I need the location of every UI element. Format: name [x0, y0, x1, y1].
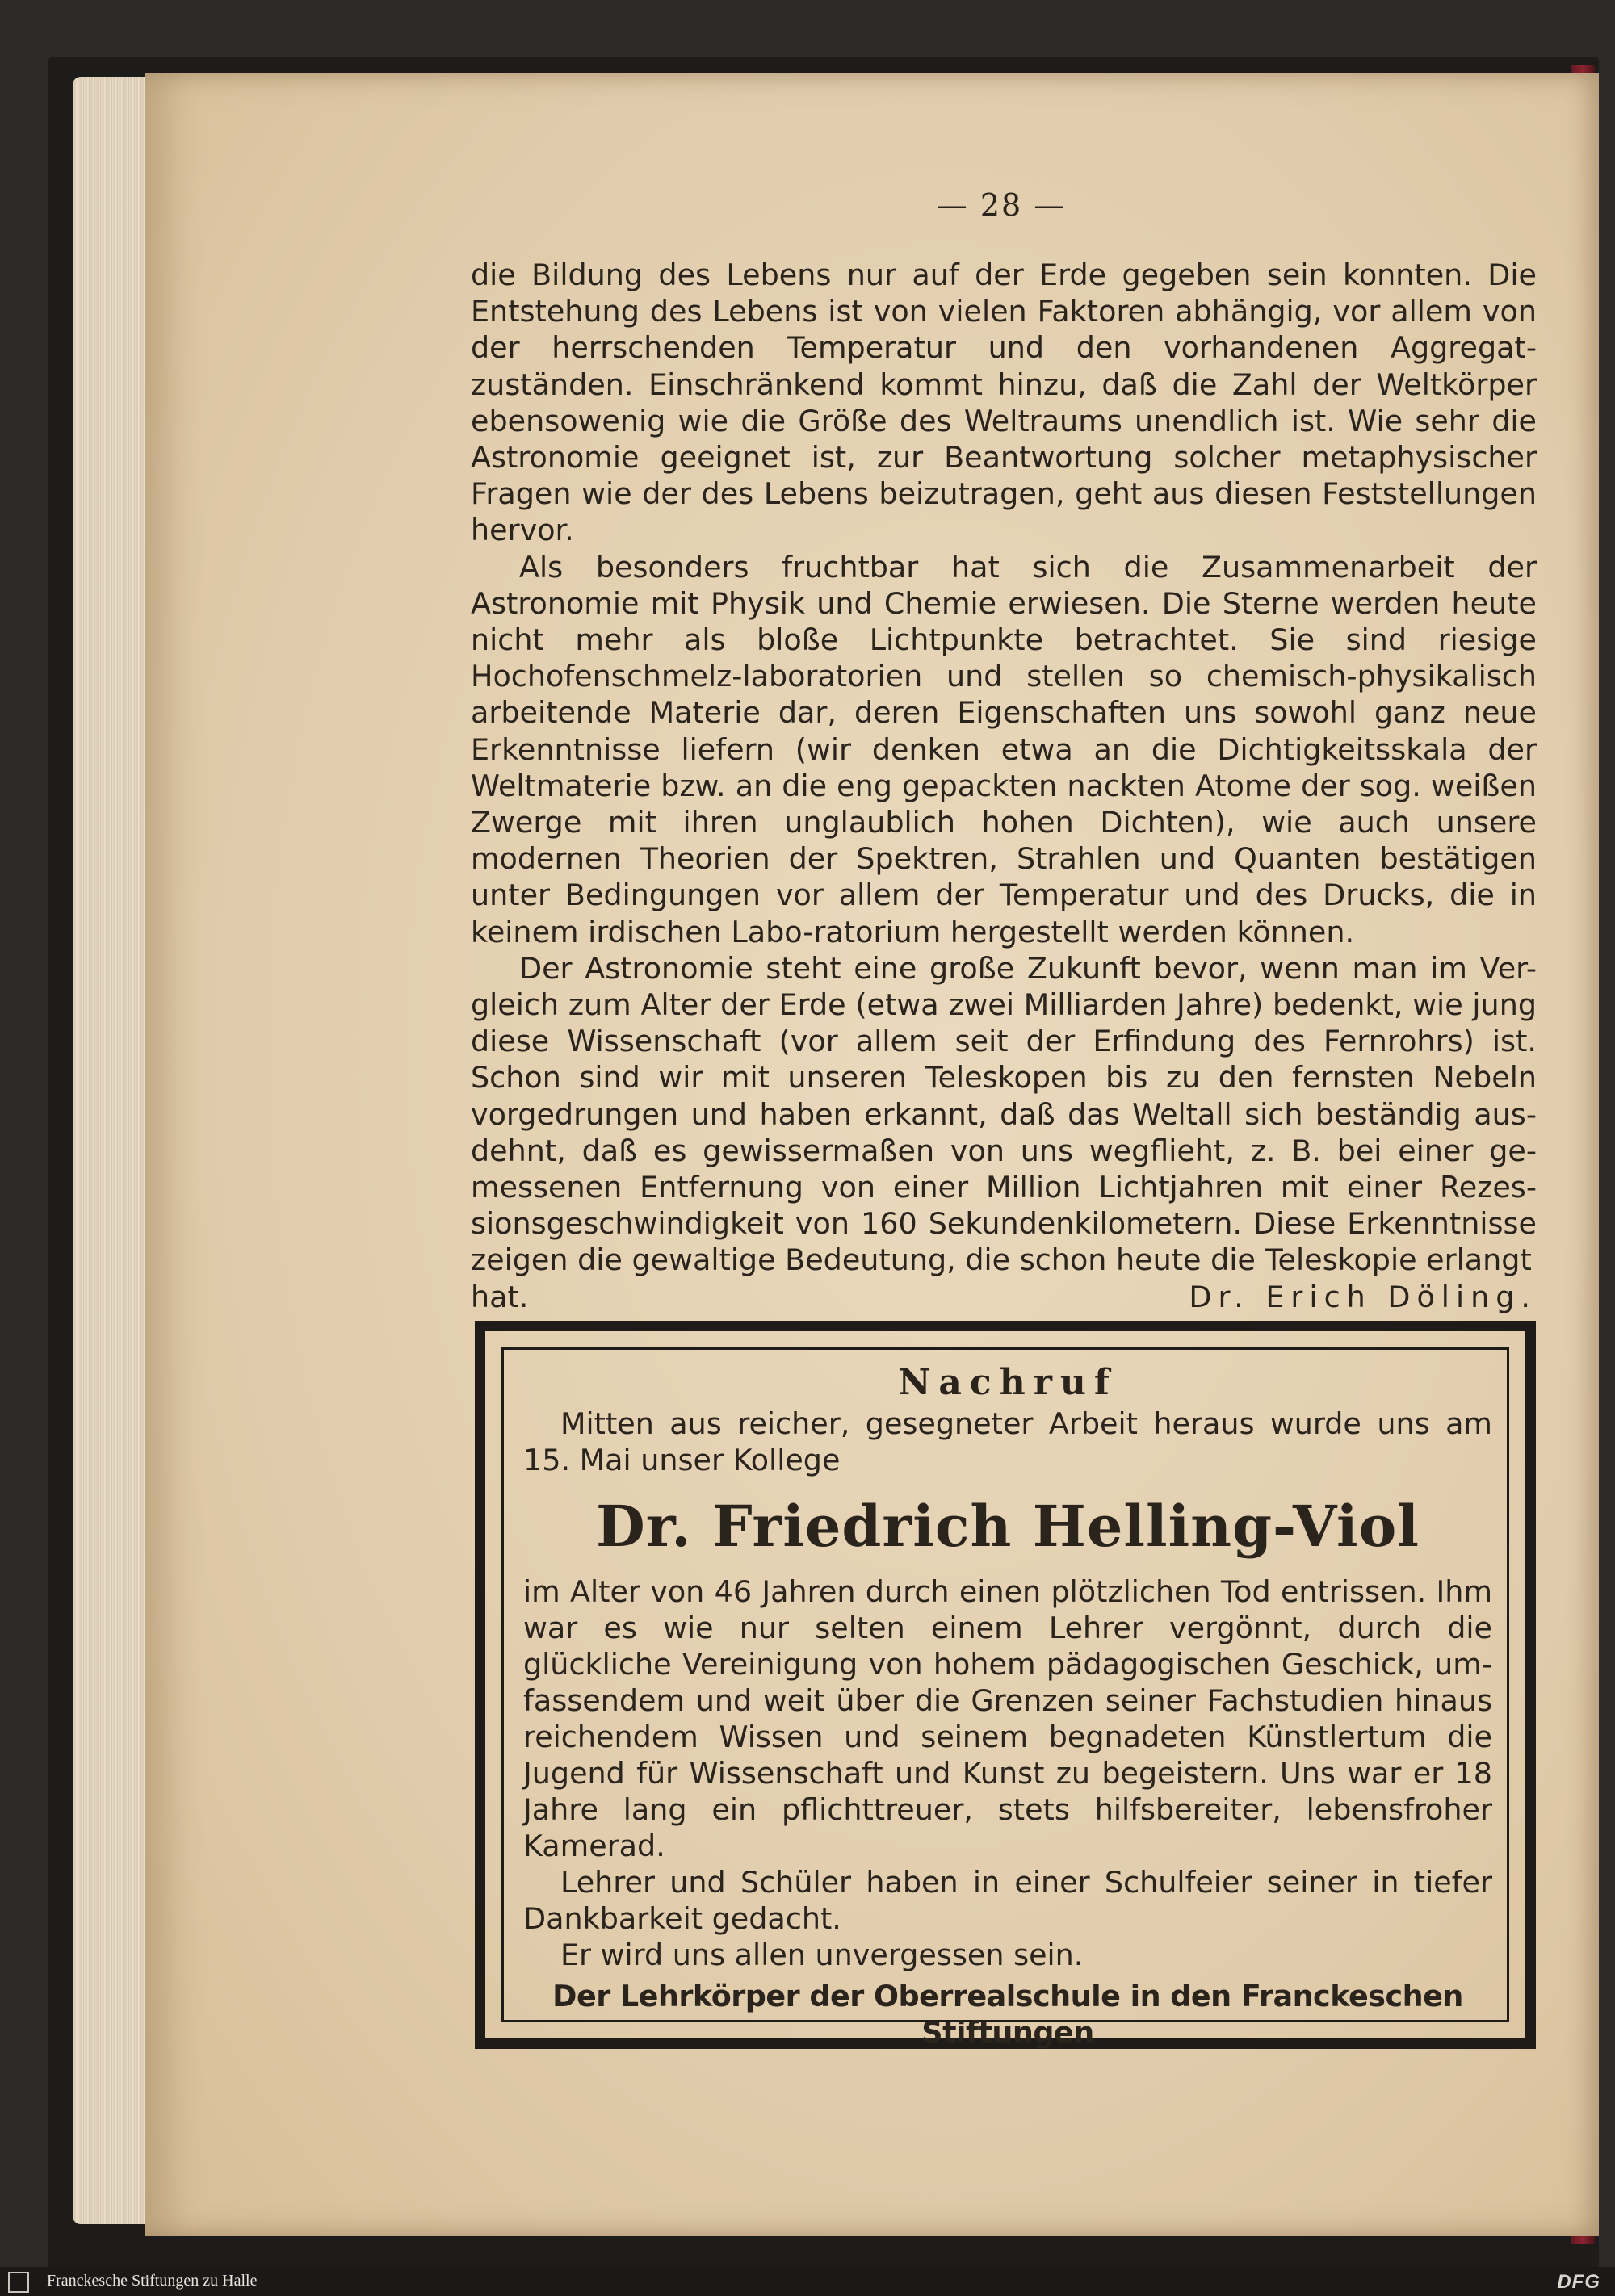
obituary-heading: Nachruf: [898, 1362, 1118, 1403]
article-paragraph-1: die Bildung des Lebens nur auf der Erde gegeben sein konnten. Die Entstehung des Lebens ist von vielen Faktoren abhängig, vor allem von der herrschenden Temperatur und den vorhandenen Aggregat-zuständen. Einschränkend kommt hinzu, daß die Zahl der Weltkörper ebensowenig wie die Größe des Weltraums unendlich ist. Wie sehr die Astronomie geeignet ist, zur Beantwortung solcher metaphysischer Fragen wie der des Lebens beizutragen, geht aus diesen Feststellungen hervor.: [471, 258, 1537, 548]
obituary-name: Dr. Friedrich Helling-Viol: [596, 1493, 1420, 1560]
article-paragraph-3: Der Astronomie steht eine große Zukunft bevor, wenn man im Ver-gleich zum Alter der Erde (etwa zwei Milliarden Jahre) bedenkt, wie jung diese Wissenschaft (vor allem seit der Erfindung des Fernrohrs) ist. Schon sind wir mit unseren Teleskopen bis zu den fernsten Nebeln vorgedrungen und haben erkannt, daß das Weltall sich beständig aus-dehnt, daß es gewissermaßen von uns wegflieht, z. B. bei einer ge-messenen Entfernung von einer Million Lichtjahren mit einer Rezes-sionsgeschwindigkeit von 160 Sekundenkilometern. Diese Erkenntnisse zeigen die gewaltige Bedeutung, die schon heute die Teleskopie erlangt: [471, 950, 1537, 1278]
obituary-paragraph-3: Er wird uns allen unvergessen sein.: [560, 1938, 1084, 1972]
article-paragraph-2: Als besonders fruchtbar hat sich die Zusammenarbeit der Astronomie mit Physik und Chemie erwiesen. Die Sterne werden heute nicht mehr als bloße Lichtpunkte betrachtet. Sie sind riesige Hochofenschmelz-laboratorien und stellen so chemisch-physikalisch arbeitende Materie dar, deren Eigenschaften uns sowohl ganz neue Erkenntnisse liefern (wir denken etwa an die Dichtigkeitsskala der Weltmaterie bzw. an die eng gepackten nackten Atome der sog. weißen Zwerge mit ihren unglaublich hohen Dichten), wie auch unsere modernen Theorien der Spektren, Strahlen und Quanten bestätigen unter Bedingungen vor allem der Temperatur und des Drucks, die in keinem irdischen Labo-ratorium hergestellt werden können.: [471, 549, 1537, 949]
page-number: — 28 —: [936, 187, 1067, 223]
footer-bar: [0, 2267, 1615, 2296]
obituary-signature: Der Lehrkörper der Oberrealschule in den Franckeschen Stiftungen: [552, 1979, 1463, 2050]
obituary-body: im Alter von 46 Jahren durch einen plötzlichen Tod entrissen. Ihm war es wie nur selten einem Lehrer vergönnt, durch die glückliche Vereinigung von hohem pädagogischen Geschick, um-fassendem und weit über die Grenzen seiner Fachstudien hinaus reichendem Wissen und seinem begnadeten Künstlertum die Jugend für Wissenschaft und Kunst zu begeistern. Uns war er 18 Jahre lang ein pflichttreuer, stets hilfsbereiter, lebensfroher Kamerad.: [523, 1574, 1492, 1863]
footer-institution: Franckesche Stiftungen zu Halle: [47, 2272, 258, 2290]
obituary-intro: Mitten aus reicher, gesegneter Arbeit heraus wurde uns am 15. Mai unser Kollege: [523, 1406, 1492, 1477]
dfg-logo: DFG: [1557, 2271, 1600, 2293]
article-closing-line: [471, 1279, 1537, 1315]
article-author: Dr. Erich Döling.: [1189, 1279, 1537, 1314]
institution-logo-icon: [8, 2272, 29, 2293]
article-last-word: hat.: [471, 1279, 529, 1314]
obituary-content: [523, 1364, 1492, 2051]
article-text: [471, 257, 1537, 1315]
obituary-paragraph-2: Lehrer und Schüler haben in einer Schulfeier seiner in tiefer Dankbarkeit gedacht.: [523, 1865, 1492, 1936]
